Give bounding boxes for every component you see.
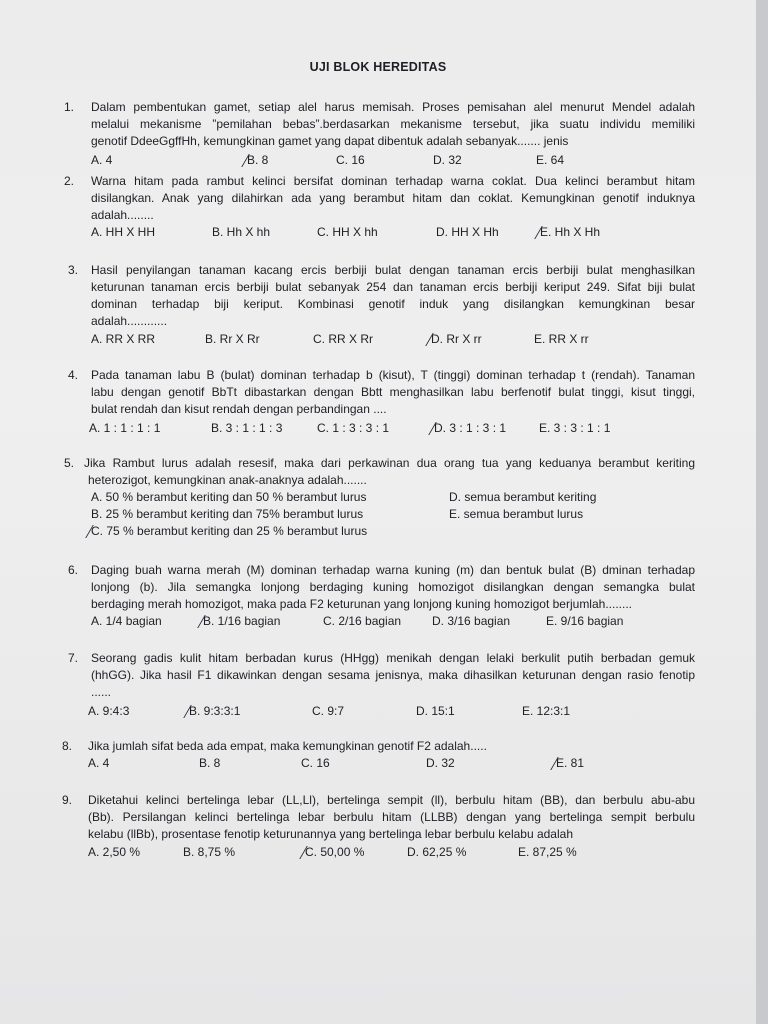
options-row [0, 152, 756, 169]
question-number: 7. [68, 651, 79, 665]
option-c[interactable]: C. 1 : 3 : 3 : 1 [317, 421, 390, 435]
question-line: melalui mekanisme ”pemilahan bebas”.berdasarkan mekanisme tersebut, jika suatu individu memiliki [91, 117, 695, 131]
option-c[interactable]: C. 9:7 [312, 704, 345, 718]
question-text [84, 455, 695, 489]
option-d[interactable]: D. HH X Hh [436, 225, 499, 239]
question-line: Daging buah warna merah (M) dominan terhadap warna kuning (m) dan bentuk bulat (B) dminan terhadap [91, 563, 695, 577]
question-text [91, 262, 695, 330]
question-line: Jika Rambut lurus adalah resesif, maka dari perkawinan dua orang tua yang keduanya berambut keriting [84, 456, 695, 470]
option-b[interactable]: B. Hh X hh [212, 225, 271, 239]
question-text [91, 367, 695, 418]
question-line: (hhGG). Jika hasil F1 dikawinkan dengan sesama jenisnya, maka dihasilkan keturunan dengan rasio fenotip [91, 668, 695, 682]
option-e[interactable]: E. semua berambut lurus [449, 507, 584, 521]
question-text [88, 792, 695, 843]
question-line: Hasil penyilangan tanaman kacang ercis berbiji bulat dengan tanaman ercis berbiji bulat menghasilkan [91, 263, 695, 277]
options-block [0, 489, 756, 541]
question-line: dominan terhadap biji keriput. Kombinasi genotif induk yang disilangkan kemungkinan besar [91, 297, 695, 311]
question-text [88, 738, 695, 755]
option-c[interactable]: C. 16 [336, 153, 365, 167]
options-row [0, 331, 756, 348]
option-a[interactable]: A. 4 [88, 756, 110, 770]
question-text [91, 650, 695, 701]
option-b[interactable]: B. 9:3:3:1 [189, 704, 241, 718]
option-c[interactable]: C. 50,00 % [305, 845, 365, 859]
question-line: adalah............ [91, 314, 168, 328]
question-number: 9. [62, 793, 73, 807]
question-line: heterozigot, kemungkinan anak-anaknya adalah....... [88, 473, 367, 487]
question-number: 8. [62, 739, 73, 753]
option-d[interactable]: D. 62,25 % [407, 845, 467, 859]
option-b[interactable]: B. 8,75 % [183, 845, 236, 859]
question-line: Dalam pembentukan gamet, setiap alel harus memisah. Proses pemisahan alel menurut Mendel adalah [91, 100, 695, 114]
option-d[interactable]: D. 32 [433, 153, 462, 167]
option-a[interactable]: A. 4 [91, 153, 113, 167]
option-e[interactable]: E. 12:3:1 [522, 704, 571, 718]
question-line: Warna hitam pada rambut kelinci bersifat dominan terhadap warna coklat. Dua kelinci berambut hitam [91, 174, 695, 188]
question-number: 2. [64, 174, 75, 188]
question-line: (Bb). Persilangan kelinci bertelinga lebar berbulu hitam (LLBB) dengan yang bertelinga sempit berbulu [88, 810, 695, 824]
question-line: Jika jumlah sifat beda ada empat, maka kemungkinan genotif F2 adalah..... [88, 739, 487, 753]
question-line: bulat rendah dan kisut rendah dengan perbandingan .... [91, 402, 387, 416]
option-c[interactable]: C. HH X hh [317, 225, 378, 239]
option-a[interactable]: A. 1/4 bagian [91, 614, 162, 628]
option-e[interactable]: E. 81 [556, 756, 585, 770]
question-text [91, 562, 695, 613]
question-number: 3. [68, 263, 79, 277]
option-b[interactable]: B. 3 : 1 : 1 : 3 [211, 421, 283, 435]
question-line: berdaging merah homozigot, maka pada F2 keturunan yang lonjong kuning homozigot berjumlah........ [91, 597, 632, 611]
question-line: Diketahui kelinci bertelinga lebar (LL,Ll), bertelinga sempit (ll), berbulu hitam (BB), dan berbulu abu-abu [88, 793, 695, 807]
question-text [91, 173, 695, 224]
question-number: 4. [68, 368, 79, 382]
option-e[interactable]: E. 64 [536, 153, 565, 167]
option-a[interactable]: A. 50 % berambut keriting dan 50 % berambut lurus [91, 490, 367, 504]
option-a[interactable]: A. HH X HH [91, 225, 156, 239]
option-c[interactable]: C. 16 [301, 756, 330, 770]
option-b[interactable]: B. 1/16 bagian [203, 614, 281, 628]
option-d[interactable]: D. 3/16 bagian [432, 614, 511, 628]
option-b[interactable]: B. 8 [247, 153, 269, 167]
question-line: keturunan tanaman ercis berbiji bulat sebanyak 254 dan tanaman ercis berbiji keriput 249. Sifat biji bulat [91, 280, 695, 294]
option-a[interactable]: A. 9:4:3 [88, 704, 130, 718]
option-b[interactable]: B. 8 [199, 756, 221, 770]
option-e[interactable]: E. 3 : 3 : 1 : 1 [539, 421, 611, 435]
question-line: genotif DdeeGgffHh, kemungkinan gamet yang dapat dibentuk adalah sebanyak....... jenis [91, 134, 569, 148]
question-line: ...... [91, 685, 112, 699]
option-c[interactable]: C. 75 % berambut keriting dan 25 % berambut lurus [91, 524, 368, 538]
option-b[interactable]: B. 25 % berambut keriting dan 75% berambut lurus [91, 507, 364, 521]
question-number: 6. [68, 563, 79, 577]
options-row [0, 224, 756, 241]
option-a[interactable]: A. 1 : 1 : 1 : 1 [89, 421, 161, 435]
option-c[interactable]: C. RR X Rr [313, 332, 373, 346]
option-c[interactable]: C. 2/16 bagian [323, 614, 402, 628]
options-row [0, 420, 756, 437]
question-number: 5. [64, 456, 75, 470]
options-row [0, 703, 756, 720]
option-e[interactable]: E. Hh X Hh [540, 225, 601, 239]
question-line: labu dengan genotif BbTt dibastarkan dengan Bbtt menghasilkan labu berfenotif bulat tinggi, kisut tinggi, [91, 385, 695, 399]
question-text [91, 99, 695, 150]
option-d[interactable]: D. 15:1 [416, 704, 455, 718]
page-title: UJI BLOK HEREDITAS [309, 60, 447, 74]
option-e[interactable]: E. 87,25 % [518, 845, 577, 859]
options-row [0, 844, 756, 861]
option-e[interactable]: E. 9/16 bagian [546, 614, 624, 628]
option-d[interactable]: D. 3 : 1 : 3 : 1 [434, 421, 507, 435]
option-e[interactable]: E. RR X rr [534, 332, 589, 346]
option-b[interactable]: B. Rr X Rr [205, 332, 260, 346]
option-a[interactable]: A. RR X RR [91, 332, 156, 346]
option-d[interactable]: D. Rr X rr [431, 332, 482, 346]
question-line: lonjong (b). Jila semangka lonjong berdaging kuning homozigot disilangkan dengan semangka bulat [91, 580, 695, 594]
question-line: disilangkan. Anak yang dilahirkan ada yang berambut hitam dan coklat. Kemungkinan genotif induknya [91, 191, 695, 205]
options-row [0, 755, 756, 772]
question-line: kelabu (llBb), prosentase fenotip keturunannya yang bertelinga lebar berbulu kelabu adalah [88, 827, 573, 841]
background-edge [756, 0, 768, 1024]
option-d[interactable]: D. 32 [426, 756, 455, 770]
options-row [0, 613, 756, 630]
question-number: 1. [64, 100, 75, 114]
question-line: Pada tanaman labu B (bulat) dominan terhadap b (kisut), T (tinggi) dominan terhadap t (rendah). Tanaman [91, 368, 695, 382]
question-line: Seorang gadis kulit hitam berbadan kurus (HHgg) menikah dengan lelaki berkulit putih berbadan gemuk [91, 651, 695, 665]
question-line: adalah........ [91, 208, 154, 222]
option-d[interactable]: D. semua berambut keriting [449, 490, 597, 504]
option-a[interactable]: A. 2,50 % [88, 845, 141, 859]
